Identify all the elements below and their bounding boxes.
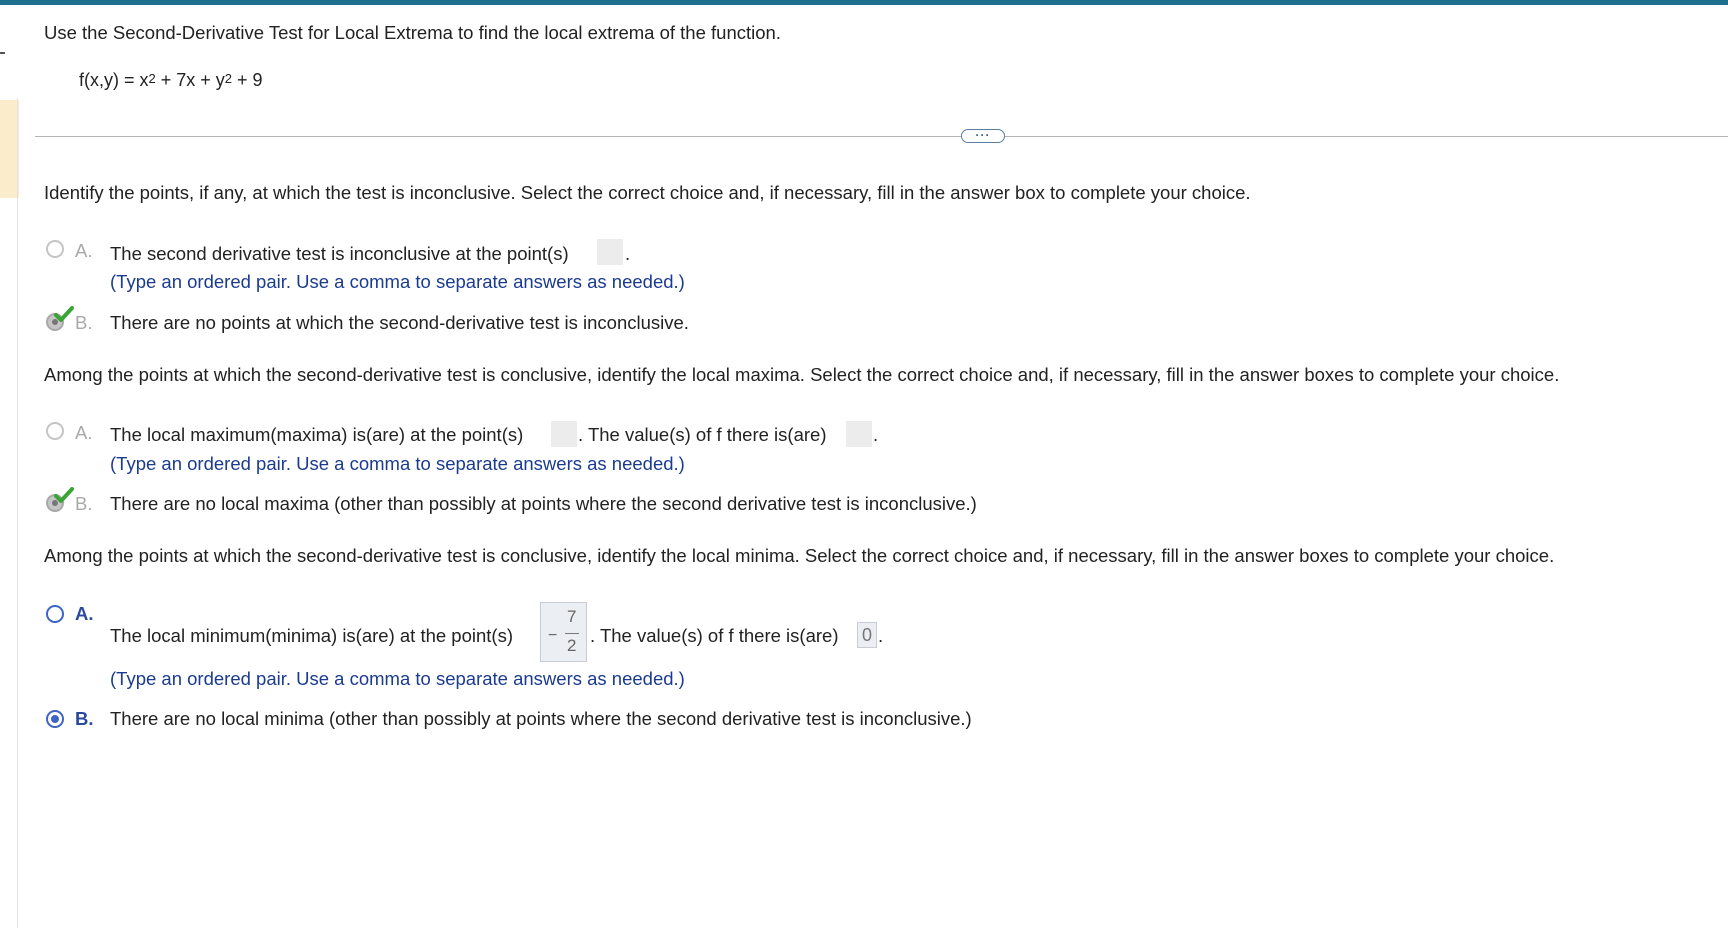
part2-option-a-radio[interactable] bbox=[46, 422, 64, 440]
part1-option-a-end: . bbox=[625, 243, 631, 264]
part2-option-a-text2: . The value(s) of f there is(are) bbox=[578, 424, 827, 445]
part3-option-a-text2: . The value(s) of f there is(are) bbox=[590, 625, 839, 646]
part3-option-a-text1: The local minimum(minima) is(are) at the point(s) bbox=[110, 625, 513, 646]
part1-option-a-hint: (Type an ordered pair. Use a comma to separate answers as needed.) bbox=[110, 271, 685, 292]
part3-value-answer[interactable]: 0 bbox=[857, 622, 877, 648]
function-mid: + 7x + y bbox=[155, 70, 225, 90]
part2-option-a-hint: (Type an ordered pair. Use a comma to separate answers as needed.) bbox=[110, 453, 685, 474]
function-tail: + 9 bbox=[232, 70, 263, 90]
point-numerator: 7 bbox=[567, 607, 577, 626]
part2-option-b-letter: B. bbox=[75, 493, 93, 514]
correct-check-icon bbox=[54, 487, 74, 503]
left-rule bbox=[17, 98, 18, 928]
fraction-bar bbox=[565, 633, 579, 634]
part2-prompt: Among the points at which the second-derivative test is conclusive, identify the local maxima. Select the correct choice and, if necessary, fill in the answer boxes to complete your choice. bbox=[44, 364, 1560, 385]
part1-option-a-text: The second derivative test is inconclusive at the point(s) bbox=[110, 243, 569, 264]
part1-prompt: Identify the points, if any, at which the test is inconclusive. Select the correct choice and, if necessary, fill in the answer box to complete your choice. bbox=[44, 182, 1251, 203]
expand-ellipsis-button[interactable]: ··· bbox=[961, 129, 1005, 143]
part3-option-b-text: There are no local minima (other than possibly at points where the second derivative test is inconclusive.) bbox=[110, 708, 972, 729]
part1-option-a-radio[interactable] bbox=[46, 240, 64, 258]
function-exponent-1: 2 bbox=[148, 71, 156, 86]
part2-option-b-text: There are no local maxima (other than possibly at points where the second derivative test is inconclusive.) bbox=[110, 493, 977, 514]
function-expression bbox=[79, 70, 263, 91]
part3-option-a-end: . bbox=[878, 625, 884, 646]
correct-check-icon bbox=[54, 306, 74, 322]
part3-prompt: Among the points at which the second-derivative test is conclusive, identify the local minima. Select the correct choice and, if necessary, fill in the answer boxes to complete your choice. bbox=[44, 545, 1555, 566]
part1-option-b-text: There are no points at which the second-derivative test is inconclusive. bbox=[110, 312, 689, 333]
part3-option-b-letter: B. bbox=[75, 708, 94, 729]
part2-option-a-letter: A. bbox=[75, 422, 93, 443]
top-bar bbox=[0, 0, 1728, 5]
part1-answer-box[interactable] bbox=[597, 239, 623, 265]
part2-option-a-end: . bbox=[873, 424, 879, 445]
part1-option-a-letter: A. bbox=[75, 240, 93, 261]
function-lhs: f(x,y) = x bbox=[79, 70, 149, 90]
question-prompt: Use the Second-Derivative Test for Local Extrema to find the local extrema of the function. bbox=[44, 22, 781, 43]
part3-option-a-hint: (Type an ordered pair. Use a comma to separate answers as needed.) bbox=[110, 668, 685, 689]
part2-point-box[interactable] bbox=[551, 421, 577, 447]
point-denominator: 2 bbox=[567, 636, 577, 655]
part2-value-box[interactable] bbox=[846, 421, 872, 447]
point-sign: − bbox=[548, 627, 558, 644]
function-exponent-2: 2 bbox=[224, 71, 233, 86]
section-divider bbox=[35, 136, 1728, 137]
part2-option-a-text1: The local maximum(maxima) is(are) at the point(s) bbox=[110, 424, 524, 445]
left-marker bbox=[0, 52, 5, 54]
part3-option-a-radio[interactable] bbox=[46, 605, 64, 623]
part3-point-answer[interactable] bbox=[540, 602, 587, 662]
part1-option-b-letter: B. bbox=[75, 312, 93, 333]
part3-option-a-letter: A. bbox=[75, 603, 94, 624]
part3-option-b-radio[interactable] bbox=[46, 710, 64, 728]
